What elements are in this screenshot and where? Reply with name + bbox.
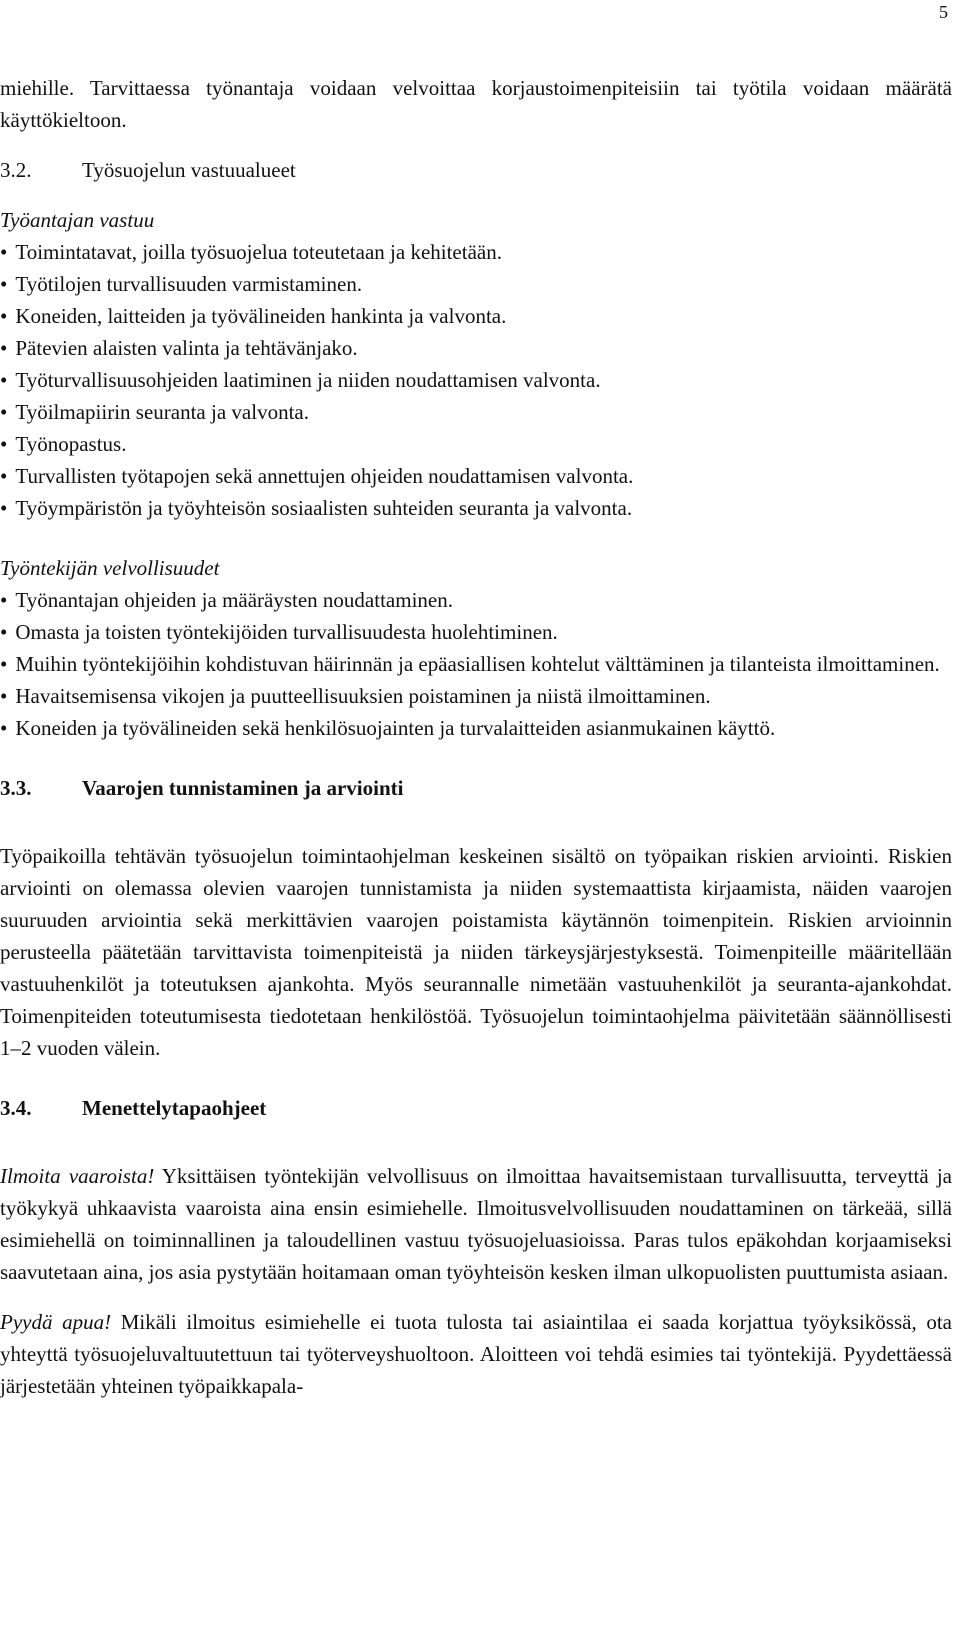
section-title: Työsuojelun vastuualueet: [82, 158, 296, 182]
intro-paragraph: miehille. Tarvittaessa työnantaja voidaan velvoittaa korjaustoimenpiteisiin tai työtila voidaan määrätä käyttökieltoon.: [0, 76, 952, 132]
risk-assessment-paragraph: Työpaikoilla tehtävän työsuojelun toimintaohjelman keskeinen sisältö on työpaikan riskien arviointi. Riskien arviointi on olemassa olevien vaarojen tunnistamista ja niiden systemaattista kirjaamista, näiden vaarojen suuruuden arviointia sekä merkittävien vaarojen poistamista käytännön toimenpitein. Riskien arvioinnin perusteella päätetään tarvittavista toimenpiteistä ja niiden tärkeysjärjestyksestä. Toimenpiteille määritellään vastuuhenkilöt ja toteutuksen ajankohta. Myös seurannalle nimetään vastuuhenkilöt ja seuranta-ajankohdat. Toimenpiteiden toteutumisesta tiedotetaan henkilöstöä. Työsuojelun toimintaohjelma päivitetään säännöllisesti 1–2 vuoden välein.: [0, 844, 952, 1060]
list-item: • Turvallisten työtapojen sekä annettujen ohjeiden noudattamisen valvonta.: [0, 460, 952, 492]
list-item: • Koneiden, laitteiden ja työvälineiden hankinta ja valvonta.: [0, 300, 952, 332]
report-hazards-lead: Ilmoita vaaroista!: [0, 1164, 155, 1188]
list-item: • Työtilojen turvallisuuden varmistaminen.: [0, 268, 952, 300]
ask-help-paragraph: [0, 1306, 952, 1402]
ask-help-text: Mikäli ilmoitus esimiehelle ei tuota tulosta tai asiaintilaa ei saada korjattua työyksikössä, ota yhteyttä työsuojeluvaltuutettuun tai työterveyshuoltoon. Aloitteen voi tehdä esimies tai työntekijä. Pyydettäessä järjestetään yhteinen työpaikkapala-: [0, 1310, 952, 1398]
list-item: • Työympäristön ja työyhteisön sosiaalisten suhteiden seuranta ja valvonta.: [0, 492, 952, 524]
document-body: [0, 72, 952, 1402]
employee-duties-list: [0, 584, 952, 744]
list-item: • Työnantajan ohjeiden ja määräysten noudattaminen.: [0, 584, 952, 616]
employee-duties-label: Työntekijän velvollisuudet: [0, 556, 220, 580]
list-item: • Muihin työntekijöihin kohdistuvan häirinnän ja epäasiallisen kohtelut välttäminen ja tilanteista ilmoittaminen.: [0, 648, 952, 680]
section-number: 3.4.: [0, 1096, 32, 1120]
list-item: • Havaitsemisensa vikojen ja puutteellisuuksien poistaminen ja niistä ilmoittaminen.: [0, 680, 952, 712]
employer-responsibility-list: [0, 236, 952, 524]
report-hazards-text: Yksittäisen työntekijän velvollisuus on ilmoittaa havaitsemistaan turvallisuutta, terveyttä ja työkykyä uhkaavista vaaroista aina ensin esimiehelle. Ilmoitusvelvollisuuden noudattaminen on tärkeää, sillä esimiehellä on toiminnallinen ja taloudellinen vastuu työsuojeluasioissa. Paras tulos epäkohdan korjaamiseksi saavutetaan aina, jos asia pystytään hoitamaan oman työyhteisön kesken ilman ulkopuolisten puuttumista asiaan.: [0, 1164, 952, 1284]
section-heading-3-4: [0, 1092, 952, 1124]
section-number: 3.2.: [0, 158, 32, 182]
list-item: • Pätevien alaisten valinta ja tehtävänjako.: [0, 332, 952, 364]
employer-responsibility-label: Työantajan vastuu: [0, 208, 155, 232]
section-title: Vaarojen tunnistaminen ja arviointi: [82, 776, 404, 800]
list-item: • Omasta ja toisten työntekijöiden turvallisuudesta huolehtiminen.: [0, 616, 952, 648]
list-item: • Toimintatavat, joilla työsuojelua toteutetaan ja kehitetään.: [0, 236, 952, 268]
section-number: 3.3.: [0, 776, 32, 800]
list-item: • Työturvallisuusohjeiden laatiminen ja niiden noudattamisen valvonta.: [0, 364, 952, 396]
section-heading-3-2: [0, 154, 952, 186]
list-item: • Työilmapiirin seuranta ja valvonta.: [0, 396, 952, 428]
section-title: Menettelytapaohjeet: [82, 1096, 267, 1120]
page-number: 5: [939, 2, 948, 22]
list-item: • Koneiden ja työvälineiden sekä henkilösuojainten ja turvalaitteiden asianmukainen käyttö.: [0, 712, 952, 744]
list-item: • Työnopastus.: [0, 428, 952, 460]
section-heading-3-3: [0, 772, 952, 804]
report-hazards-paragraph: [0, 1160, 952, 1288]
ask-help-lead: Pyydä apua!: [0, 1310, 112, 1334]
